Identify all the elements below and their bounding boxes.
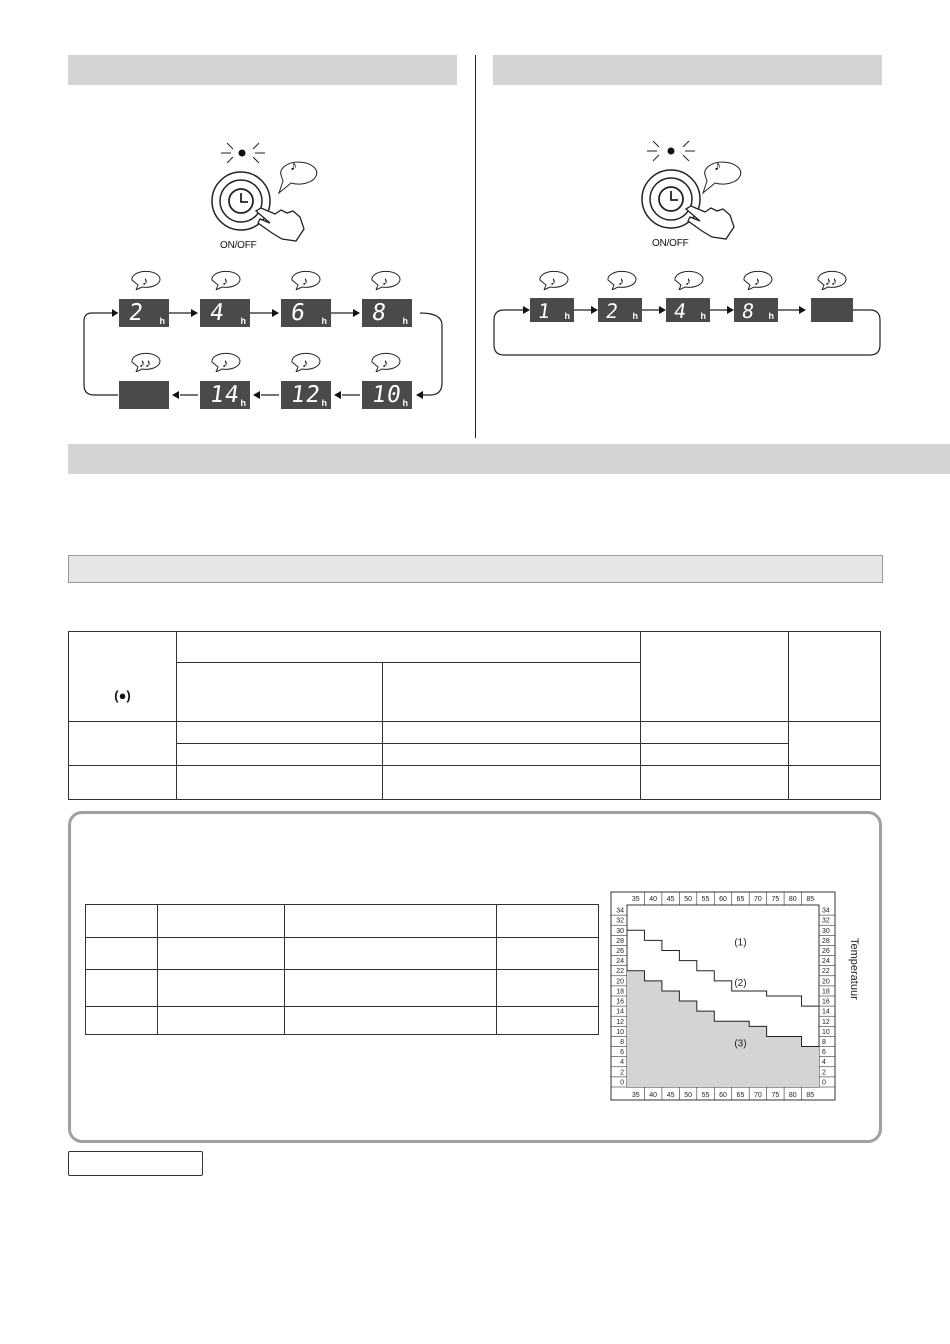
table-cell <box>69 766 177 800</box>
y-tick-label-right: 30 <box>822 927 830 935</box>
svg-text:♪♪: ♪♪ <box>825 274 837 288</box>
table-cell <box>157 905 284 938</box>
y-tick-label-left: 4 <box>620 1059 624 1067</box>
timer-display-1h <box>530 298 574 322</box>
region-label: (3) <box>734 1038 747 1050</box>
table-cell <box>496 938 598 970</box>
y-tick-label-right: 16 <box>822 998 830 1006</box>
table-cell <box>69 722 177 766</box>
table-cell <box>86 970 158 1007</box>
y-tick-label-left: 10 <box>616 1028 624 1036</box>
timer-display-14h <box>200 381 250 409</box>
x-tick-label-top: 80 <box>788 896 797 903</box>
beep-bubble-icon <box>538 270 572 290</box>
timer-display-6h <box>281 299 331 327</box>
y-tick-label-right: 10 <box>822 1028 830 1036</box>
timer-display-2h <box>598 298 642 322</box>
table-cell <box>284 938 496 970</box>
display-value: 1 <box>536 299 553 323</box>
y-tick-label-left: 16 <box>616 998 624 1006</box>
y-tick-label-left: 2 <box>620 1069 624 1077</box>
beep-bubble-icon <box>290 270 324 290</box>
table-cell <box>157 970 284 1007</box>
display-value: 10 <box>370 382 404 408</box>
table-cell <box>789 722 881 766</box>
x-tick-label-top: 65 <box>736 896 745 903</box>
x-tick-label-top: 85 <box>806 896 815 903</box>
display-unit: h <box>240 316 246 326</box>
left-section-header <box>68 55 457 85</box>
x-tick-label-top: 60 <box>719 896 727 903</box>
y-tick-label-left: 8 <box>620 1039 624 1046</box>
x-tick-label-bottom: 80 <box>788 1092 797 1099</box>
table-cell <box>789 766 881 800</box>
timer-button-illustration-right <box>635 133 750 243</box>
column-divider <box>475 55 476 438</box>
timer-display-off <box>119 381 169 409</box>
table-cell <box>86 905 158 938</box>
table-cell <box>641 722 789 744</box>
display-value: 6 <box>289 300 308 326</box>
beep-bubble-icon <box>606 270 640 290</box>
table-cell <box>284 970 496 1007</box>
x-tick-label-top: 75 <box>771 896 780 903</box>
table-cell <box>86 1007 158 1035</box>
display-value: 14 <box>208 382 242 408</box>
display-value: 4 <box>672 299 689 323</box>
beep-bubble-icon <box>370 352 404 372</box>
table-header-cell <box>789 632 881 722</box>
y-tick-label-right: 0 <box>822 1079 826 1087</box>
y-tick-label-right: 24 <box>822 958 830 966</box>
x-tick-label-top: 35 <box>631 896 640 903</box>
table-header-cell <box>641 632 789 722</box>
x-tick-label-bottom: 55 <box>701 1092 710 1099</box>
onoff-label-right: ON/OFF <box>652 238 689 249</box>
x-tick-label-bottom: 75 <box>771 1092 780 1099</box>
x-tick-label-top: 70 <box>754 896 762 903</box>
beep-bubble-icon <box>210 352 244 372</box>
y-tick-label-right: 26 <box>822 948 830 955</box>
table-cell <box>496 905 598 938</box>
display-value: 8 <box>740 299 757 323</box>
table-header-cell <box>383 663 641 722</box>
display-unit: h <box>321 398 327 408</box>
y-tick-label-right: 6 <box>822 1049 826 1057</box>
timer-display-8h <box>362 299 412 327</box>
display-value: 4 <box>208 300 227 326</box>
display-unit: h <box>402 398 408 408</box>
svg-text:♪: ♪ <box>302 274 308 288</box>
display-unit: h <box>159 316 165 326</box>
y-tick-label-right: 14 <box>822 1008 830 1016</box>
display-unit: h <box>564 311 570 321</box>
y-tick-label-left: 0 <box>620 1079 624 1087</box>
note-label-box <box>68 1151 203 1176</box>
y-tick-label-left: 22 <box>616 968 624 976</box>
display-value: 2 <box>604 299 621 323</box>
display-unit: h <box>700 311 706 321</box>
table-cell <box>177 722 383 744</box>
onoff-label-left: ON/OFF <box>220 240 257 251</box>
beep-bubble-icon <box>742 270 776 290</box>
table-cell <box>284 1007 496 1035</box>
display-unit: h <box>240 398 246 408</box>
table-cell <box>641 744 789 766</box>
y-tick-label-right: 18 <box>822 988 830 996</box>
timer-display-off <box>811 298 853 322</box>
timer-display-2h <box>119 299 169 327</box>
region-label: (2) <box>734 977 747 989</box>
x-tick-label-top: 55 <box>701 896 710 903</box>
y-tick-label-right: 20 <box>822 978 830 986</box>
table-cell <box>177 766 383 800</box>
timer-display-8h <box>734 298 778 322</box>
table-cell <box>284 905 496 938</box>
beep-bubble-icon <box>290 352 324 372</box>
display-value: 8 <box>370 300 389 326</box>
y-tick-label-left: 18 <box>616 988 624 996</box>
display-unit: h <box>632 311 638 321</box>
y-tick-label-left: 32 <box>616 917 624 925</box>
region-label: (1) <box>734 937 747 949</box>
x-tick-label-top: 50 <box>684 896 692 903</box>
y-tick-label-left: 26 <box>616 948 624 955</box>
y-tick-label-right: 22 <box>822 968 830 976</box>
setting-table <box>85 904 599 1035</box>
beep-bubble-icon <box>210 270 244 290</box>
y-tick-label-right: 4 <box>822 1059 826 1067</box>
beep-bubble-icon <box>370 270 404 290</box>
y-tick-label-right: 28 <box>822 937 830 945</box>
y-tick-label-left: 30 <box>616 927 624 935</box>
display-value: 12 <box>289 382 323 408</box>
y-tick-label-right: 12 <box>822 1018 830 1026</box>
timer-display-12h <box>281 381 331 409</box>
svg-text:♪: ♪ <box>382 356 388 370</box>
double-beep-bubble-icon <box>130 352 164 372</box>
svg-text:♪: ♪ <box>302 356 308 370</box>
display-unit: h <box>768 311 774 321</box>
x-tick-label-bottom: 70 <box>754 1092 762 1099</box>
svg-text:♪: ♪ <box>222 356 228 370</box>
table-cell <box>383 744 641 766</box>
y-tick-label-left: 20 <box>616 978 624 986</box>
y-axis-title: Temperatuur <box>848 938 860 1000</box>
y-tick-label-right: 34 <box>822 907 830 915</box>
display-unit: h <box>321 316 327 326</box>
humidity-temperature-chart <box>605 888 865 1104</box>
table-header-cell <box>177 632 641 663</box>
y-tick-label-right: 2 <box>822 1069 826 1077</box>
svg-text:♪: ♪ <box>550 274 556 288</box>
x-tick-label-bottom: 35 <box>631 1092 640 1099</box>
svg-text:♪: ♪ <box>290 157 297 173</box>
table-cell <box>383 722 641 744</box>
right-section-header <box>493 55 882 85</box>
timer-display-4h <box>200 299 250 327</box>
y-tick-label-left: 24 <box>616 958 624 966</box>
table-cell <box>496 1007 598 1035</box>
x-tick-label-bottom: 85 <box>806 1092 815 1099</box>
beep-bubble-icon <box>673 270 707 290</box>
y-tick-label-right: 8 <box>822 1039 826 1046</box>
table-cell <box>177 744 383 766</box>
svg-text:♪♪: ♪♪ <box>139 356 151 370</box>
table-cell <box>641 766 789 800</box>
indicator-header-cell <box>69 632 177 722</box>
svg-text:♪: ♪ <box>714 157 721 173</box>
beep-bubble-icon <box>130 270 164 290</box>
timer-button-illustration-left <box>205 135 320 245</box>
indicator-table <box>68 631 881 800</box>
table-cell <box>496 970 598 1007</box>
indicator-symbol: (●) <box>114 688 131 703</box>
x-tick-label-bottom: 65 <box>736 1092 745 1099</box>
table-cell <box>157 1007 284 1035</box>
svg-text:♪: ♪ <box>142 274 148 288</box>
subsection-header <box>68 555 883 583</box>
table-cell <box>383 766 641 800</box>
y-tick-label-left: 12 <box>616 1018 624 1026</box>
table-cell <box>157 938 284 970</box>
x-tick-label-bottom: 50 <box>684 1092 692 1099</box>
y-tick-label-right: 32 <box>822 917 830 925</box>
full-section-header <box>68 444 950 474</box>
display-value: 2 <box>127 300 146 326</box>
timer-display-4h <box>666 298 710 322</box>
y-tick-label-left: 28 <box>616 937 624 945</box>
svg-text:♪: ♪ <box>382 274 388 288</box>
x-tick-label-bottom: 45 <box>666 1092 675 1099</box>
y-tick-label-left: 6 <box>620 1049 624 1057</box>
svg-text:♪: ♪ <box>754 274 760 288</box>
y-tick-label-left: 34 <box>616 907 624 915</box>
svg-text:♪: ♪ <box>222 274 228 288</box>
x-tick-label-top: 40 <box>649 896 658 903</box>
y-tick-label-left: 14 <box>616 1008 624 1016</box>
display-unit: h <box>402 316 408 326</box>
x-tick-label-bottom: 60 <box>719 1092 727 1099</box>
double-beep-bubble-icon <box>816 270 850 290</box>
svg-text:♪: ♪ <box>618 274 624 288</box>
table-cell <box>86 938 158 970</box>
timer-display-10h <box>362 381 412 409</box>
x-tick-label-bottom: 40 <box>649 1092 658 1099</box>
x-tick-label-top: 45 <box>666 896 675 903</box>
svg-text:♪: ♪ <box>685 274 691 288</box>
table-header-cell <box>177 663 383 722</box>
